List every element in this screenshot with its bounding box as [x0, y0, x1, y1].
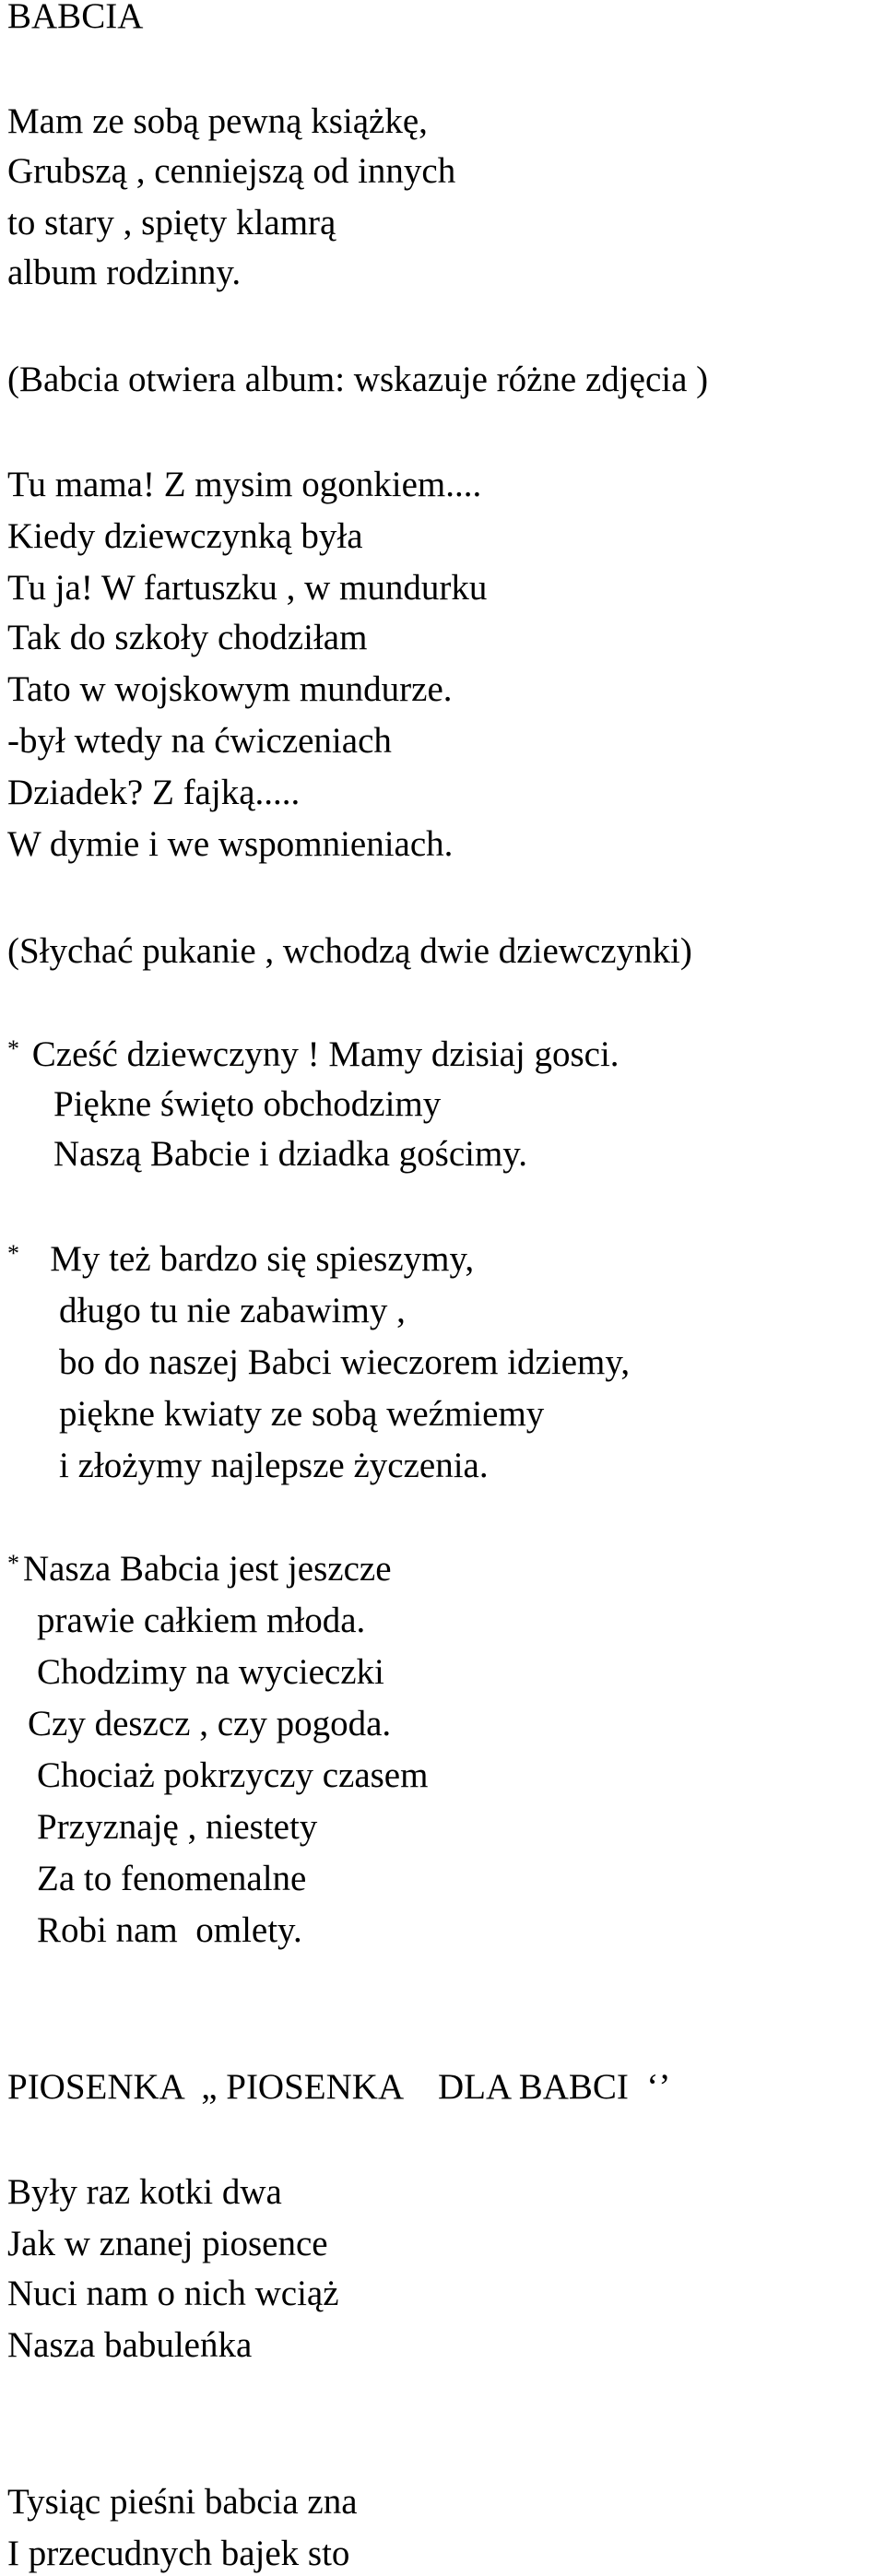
poem-line: Tato w wojskowym mundurze. — [7, 669, 453, 709]
asterisk-mark: * — [7, 1035, 19, 1062]
poem-line: Piękne święto obchodzimy — [53, 1084, 442, 1124]
poem-line: bo do naszej Babci wieczorem idziemy, — [59, 1342, 631, 1382]
poem-line: Grubszą , cenniejszą od innych — [7, 151, 456, 191]
song-line: I przecudnych bajek sto — [7, 2534, 350, 2573]
poem-line: Tu mama! Z mysim ogonkiem.... — [7, 465, 482, 504]
poem-line: Mam ze sobą pewną książkę, — [7, 101, 428, 141]
stage-direction: (Babcia otwiera album: wskazuje różne zdjęcia ) — [7, 360, 709, 399]
poem-line-text: My też bardzo się spieszymy, — [50, 1239, 475, 1279]
poem-line: Naszą Babcie i dziadka gościmy. — [53, 1134, 528, 1174]
poem-line: Robi nam omlety. — [37, 1910, 302, 1950]
poem-line: W dymie i we wspomnieniach. — [7, 824, 454, 864]
poem-line — [7, 1237, 474, 1285]
poem-line: Przyznaję , niestety — [37, 1807, 318, 1847]
poem-line: długo tu nie zabawimy , — [59, 1291, 406, 1330]
poem-line: Chodzimy na wycieczki — [37, 1652, 384, 1692]
asterisk-mark: * — [7, 1550, 19, 1577]
poem-title: BABCIA — [7, 0, 144, 36]
poem-line: Kiedy dziewczynką była — [7, 516, 363, 556]
poem-line: Chociaż pokrzyczy czasem — [37, 1755, 429, 1795]
song-heading: PIOSENKA „ PIOSENKA DLA BABCI ‘’ — [7, 2067, 671, 2107]
song-line: Tysiąc pieśni babcia zna — [7, 2482, 358, 2522]
song-line: Były raz kotki dwa — [7, 2172, 282, 2212]
poem-line: Za to fenomenalne — [37, 1859, 307, 1898]
poem-line: -był wtedy na ćwiczeniach — [7, 721, 392, 761]
poem-line — [7, 1033, 620, 1081]
poem-line-text: Cześć dziewczyny ! Mamy dzisiaj gosci. — [31, 1034, 620, 1074]
poem-line: Czy deszcz , czy pogoda. — [28, 1704, 392, 1743]
poem-line: album rodzinny. — [7, 253, 242, 292]
poem-line-text: Nasza Babcia jest jeszcze — [23, 1549, 392, 1589]
poem-line — [7, 1547, 392, 1595]
song-line: Nuci nam o nich wciąż — [7, 2274, 339, 2313]
poem-line: i złożymy najlepsze życzenia. — [59, 1446, 489, 1485]
song-line: Jak w znanej piosence — [7, 2224, 328, 2263]
poem-line: piękne kwiaty ze sobą weźmiemy — [59, 1394, 545, 1434]
poem-line: Tu ja! W fartuszku , w mundurku — [7, 568, 488, 608]
poem-line: Dziadek? Z fajką..... — [7, 773, 301, 812]
poem-line: to stary , spięty klamrą — [7, 203, 336, 242]
song-line: Nasza babuleńka — [7, 2325, 253, 2365]
poem-line: prawie całkiem młoda. — [37, 1601, 366, 1640]
stage-direction: (Słychać pukanie , wchodzą dwie dziewczynki) — [7, 931, 692, 971]
asterisk-mark: * — [7, 1240, 19, 1267]
poem-line: Tak do szkoły chodziłam — [7, 618, 368, 657]
